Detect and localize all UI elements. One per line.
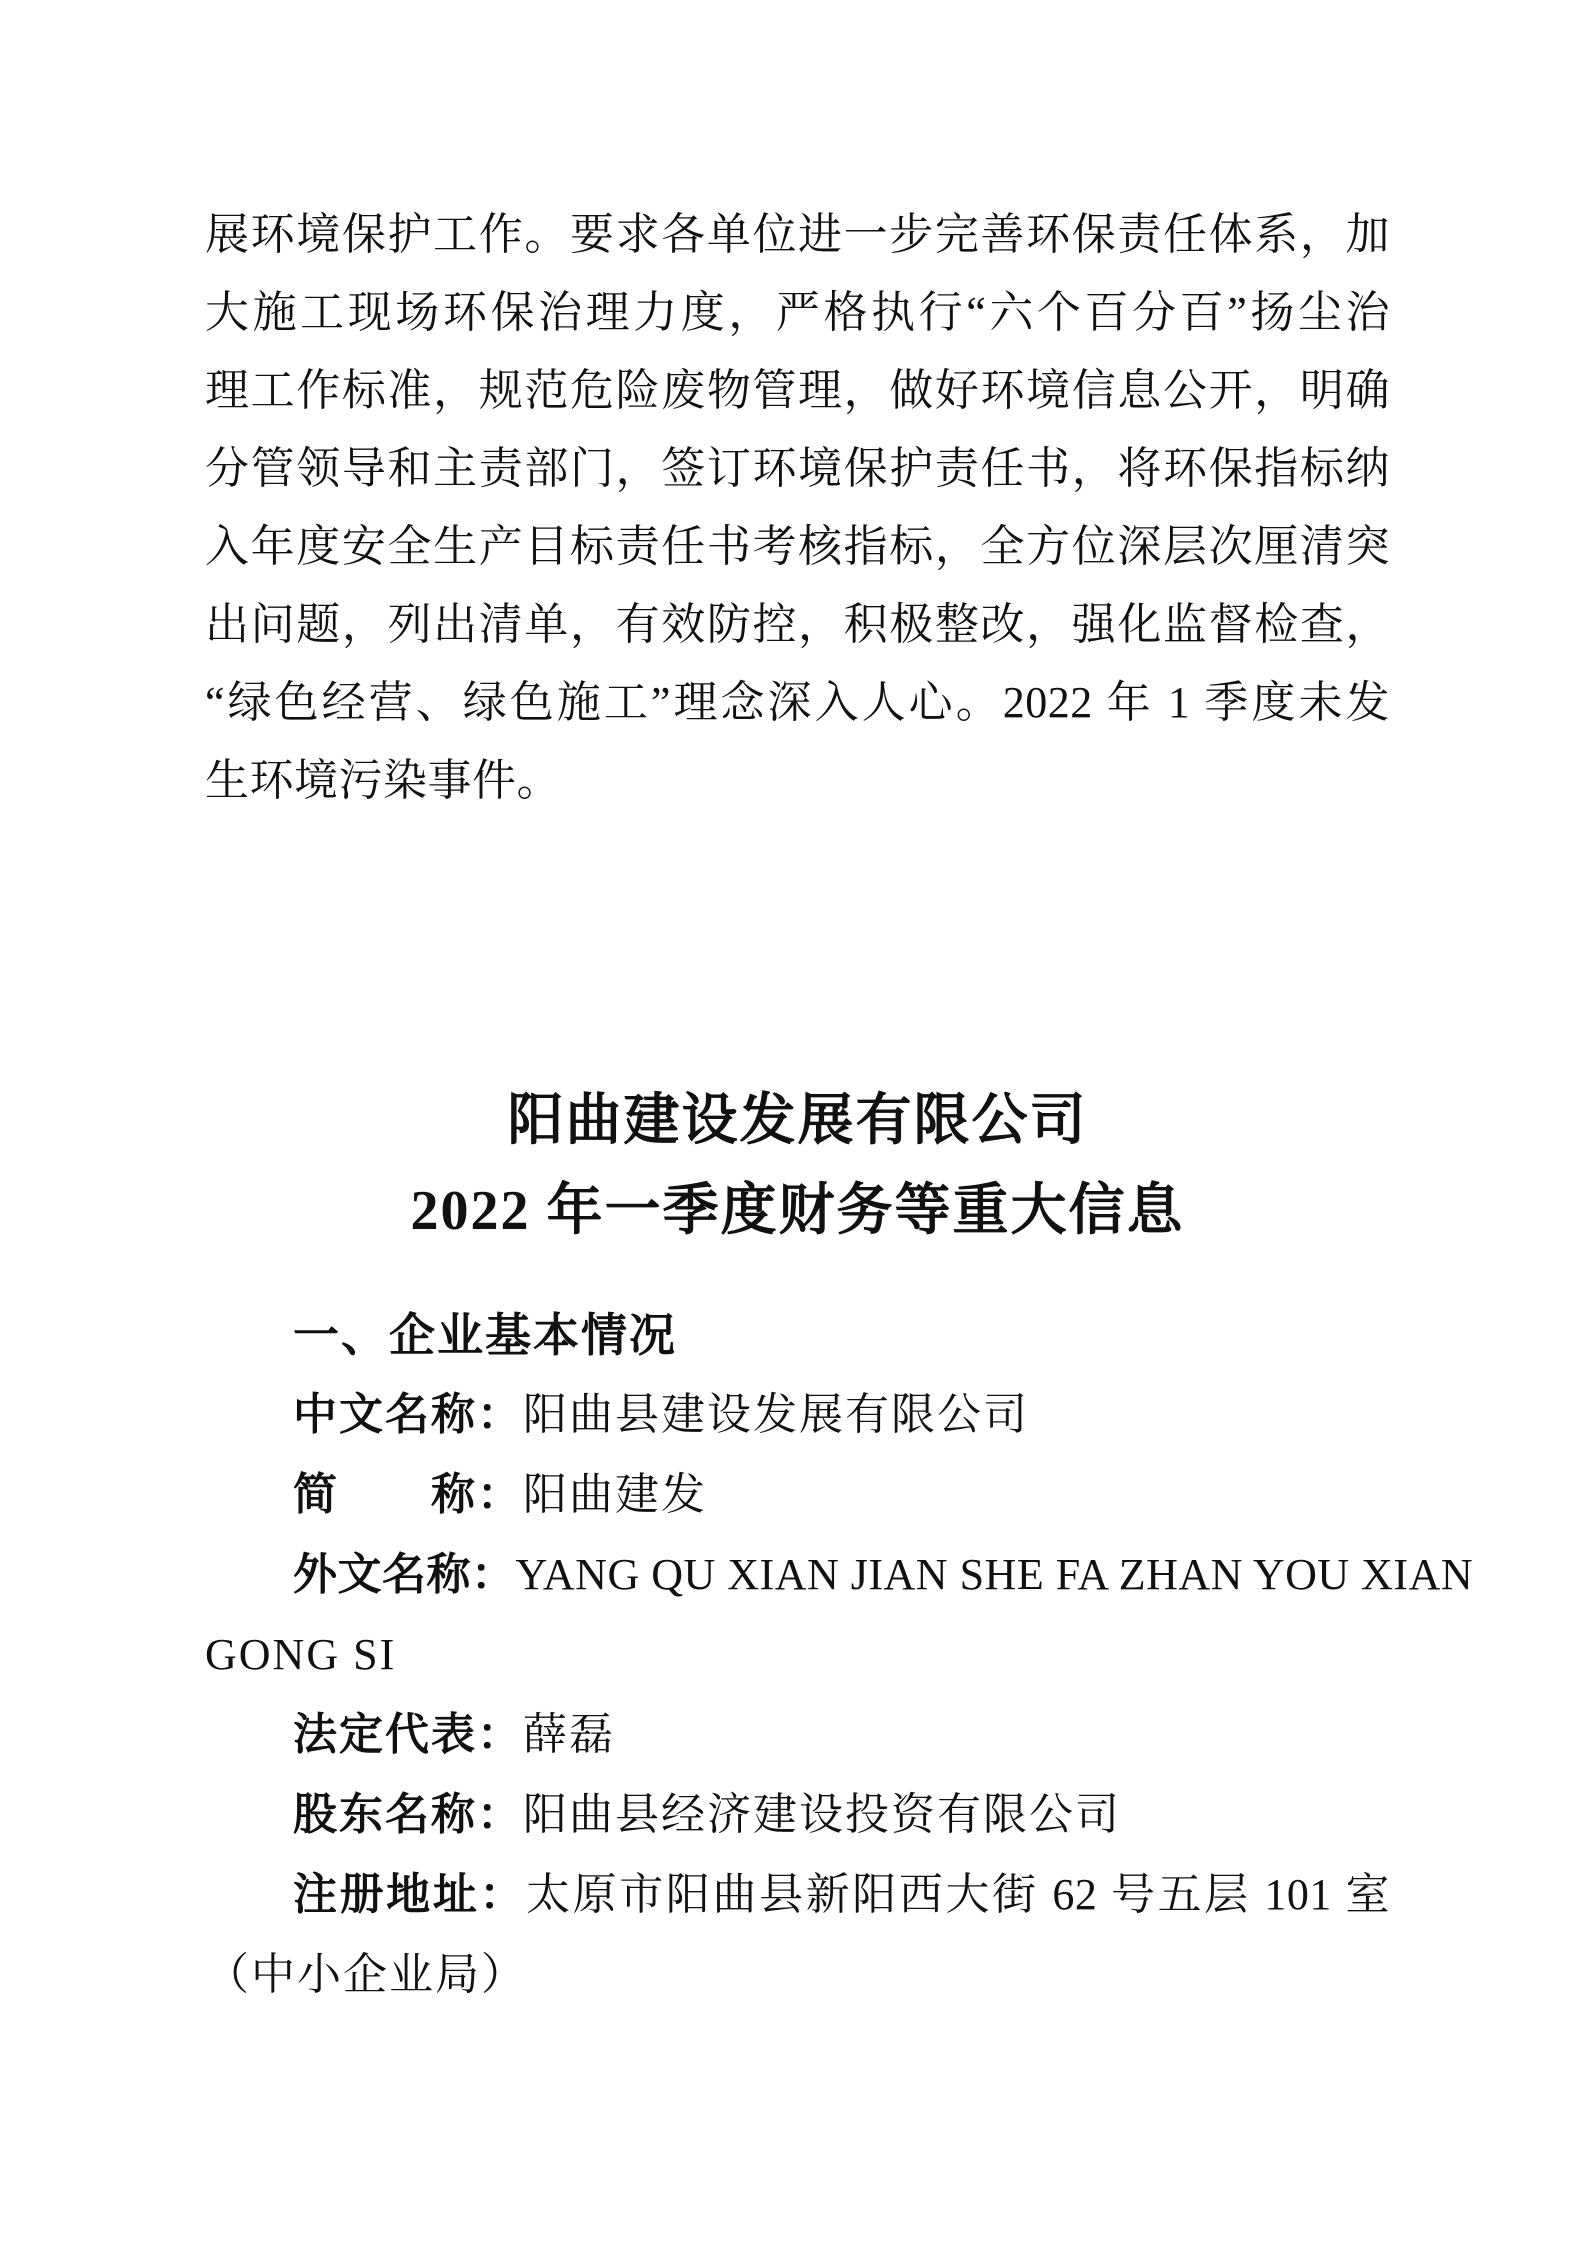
document-title-company: 阳曲建设发展有限公司 — [507, 1090, 1088, 1152]
legal-rep-row — [205, 1695, 1390, 1775]
section-heading: 一、企业基本情况 — [293, 1309, 677, 1361]
legal-rep-label: 法定代表： — [293, 1710, 523, 1759]
paragraph-line: “绿色经营、绿色施工”理念深入人心。2022 年 1 季度未发 — [205, 678, 1390, 727]
address-value-line1: 太原市阳曲县新阳西大街 62 号五层 101 室 — [526, 1870, 1391, 1919]
paragraph-line: 展环境保护工作。要求各单位进一步完善环保责任体系，加 — [205, 210, 1390, 259]
foreign-name-label: 外文名称： — [293, 1550, 516, 1599]
address-value-line2: （中小企业局） — [205, 1950, 527, 1999]
shareholder-row — [205, 1775, 1390, 1855]
foreign-name-value-line2: GONG SI — [205, 1630, 397, 1679]
paragraph-line: 分管领导和主责部门，签订环境保护责任书，将环保指标纳 — [205, 444, 1390, 493]
paragraph-line: 生环境污染事件。 — [205, 756, 561, 805]
address-continuation — [205, 1935, 1390, 2015]
document-title-subject: 2022 年一季度财务等重大信息 — [410, 1180, 1185, 1242]
document-title — [205, 1076, 1390, 1256]
foreign-name-value-line1: YANG QU XIAN JIAN SHE FA ZHAN YOU XIAN — [515, 1550, 1474, 1599]
chinese-name-label: 中文名称： — [293, 1390, 523, 1439]
shareholder-label: 股东名称： — [293, 1790, 523, 1839]
legal-rep-value: 薛磊 — [523, 1710, 615, 1759]
chinese-name-value: 阳曲县建设发展有限公司 — [523, 1390, 1029, 1439]
paragraph-line: 大施工现场环保治理力度，严格执行“六个百分百”扬尘治 — [205, 288, 1390, 337]
short-name-label: 简 称： — [293, 1470, 523, 1519]
chinese-name-row — [205, 1375, 1390, 1455]
foreign-name-row — [205, 1535, 1474, 1615]
address-label: 注册地址： — [293, 1870, 527, 1919]
address-row — [205, 1855, 1390, 1935]
short-name-value: 阳曲建发 — [523, 1470, 707, 1519]
shareholder-value: 阳曲县经济建设投资有限公司 — [523, 1790, 1121, 1839]
paragraph-line: 理工作标准，规范危险废物管理，做好环境信息公开，明确 — [205, 366, 1390, 415]
body-paragraph — [205, 196, 1390, 820]
paragraph-line: 入年度安全生产目标责任书考核指标，全方位深层次厘清突 — [205, 522, 1390, 571]
short-name-row — [205, 1455, 1390, 1535]
foreign-name-continuation — [205, 1615, 1390, 1695]
paragraph-line: 出问题，列出清单，有效防控，积极整改，强化监督检查， — [205, 600, 1390, 649]
basic-info-fields — [205, 1375, 1474, 2015]
